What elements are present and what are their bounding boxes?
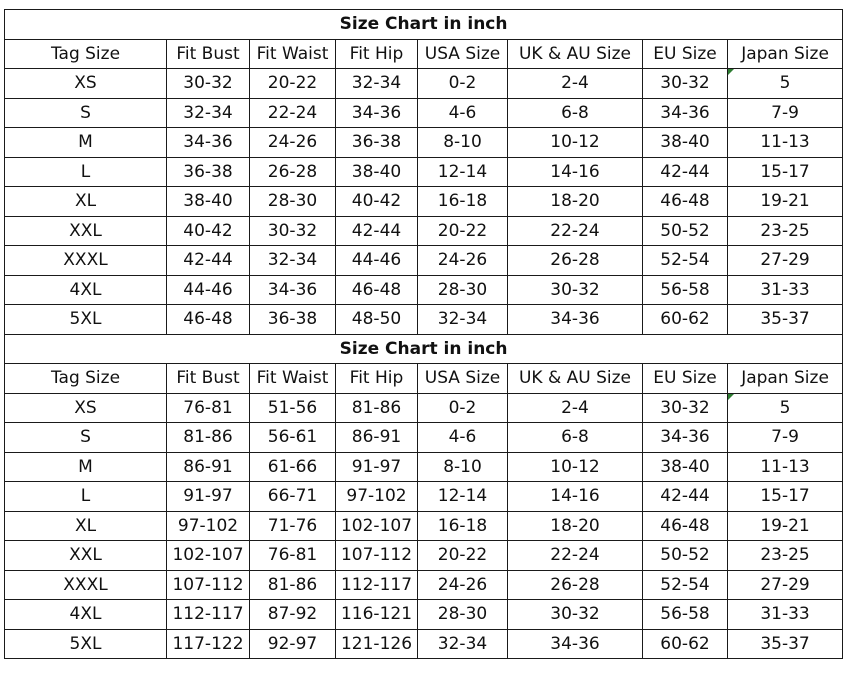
table-2-cell-japan-size: 31-33: [728, 600, 843, 630]
table-1-header-usa-size: USA Size: [418, 39, 508, 69]
table-2-cell-fit-waist: 81-86: [250, 570, 336, 600]
table-2-cell-fit-waist: 87-92: [250, 600, 336, 630]
table-2-header-fit-hip: Fit Hip: [336, 364, 418, 394]
table-1-cell-fit-hip: 34-36: [336, 98, 418, 128]
table-1-cell-japan-size: 5: [728, 69, 843, 99]
table-2-cell-eu-size: 56-58: [643, 600, 728, 630]
table-2-cell-fit-hip: 97-102: [336, 482, 418, 512]
table-2-cell-japan-size: 11-13: [728, 452, 843, 482]
table-1-cell-japan-size: 15-17: [728, 157, 843, 187]
table-1-cell-usa-size: 20-22: [418, 216, 508, 246]
table-1-cell-eu-size: 52-54: [643, 246, 728, 276]
table-1-cell-usa-size: 28-30: [418, 275, 508, 305]
table-2-header-eu-size: EU Size: [643, 364, 728, 394]
table-1-cell-fit-waist: 26-28: [250, 157, 336, 187]
table-1-cell-tag-size: XS: [5, 69, 167, 99]
table-1-cell-fit-bust: 42-44: [167, 246, 250, 276]
table-2-cell-eu-size: 50-52: [643, 541, 728, 571]
table-2-cell-fit-hip: 121-126: [336, 629, 418, 659]
size-chart-table: [4, 9, 843, 659]
table-2-title: Size Chart in inch: [5, 334, 843, 364]
table-2-cell-eu-size: 34-36: [643, 423, 728, 453]
table-1-title: Size Chart in inch: [5, 10, 843, 40]
table-1-cell-tag-size: XL: [5, 187, 167, 217]
table-1-cell-fit-waist: 28-30: [250, 187, 336, 217]
table-2-cell-uk-au-size: 10-12: [508, 452, 643, 482]
table-1-cell-fit-waist: 22-24: [250, 98, 336, 128]
table-2-cell-uk-au-size: 22-24: [508, 541, 643, 571]
table-2-cell-usa-size: 0-2: [418, 393, 508, 423]
table-1-cell-usa-size: 4-6: [418, 98, 508, 128]
table-1-cell-fit-bust: 36-38: [167, 157, 250, 187]
table-2-header-usa-size: USA Size: [418, 364, 508, 394]
table-1-cell-fit-hip: 38-40: [336, 157, 418, 187]
table-2-cell-fit-bust: 112-117: [167, 600, 250, 630]
table-1-cell-japan-size: 31-33: [728, 275, 843, 305]
table-2-cell-fit-waist: 92-97: [250, 629, 336, 659]
table-2-title-row: [5, 334, 843, 364]
size-chart-sheet: [4, 9, 842, 659]
table-1-cell-fit-hip: 44-46: [336, 246, 418, 276]
table-1-cell-tag-size: M: [5, 128, 167, 158]
table-1-cell-eu-size: 38-40: [643, 128, 728, 158]
table-2-cell-usa-size: 20-22: [418, 541, 508, 571]
table-1-header-fit-waist: Fit Waist: [250, 39, 336, 69]
table-2-cell-tag-size: L: [5, 482, 167, 512]
table-2-cell-tag-size: S: [5, 423, 167, 453]
table-2-cell-usa-size: 16-18: [418, 511, 508, 541]
table-2-header-fit-waist: Fit Waist: [250, 364, 336, 394]
table-row: [5, 275, 843, 305]
table-1-header-fit-hip: Fit Hip: [336, 39, 418, 69]
table-2-cell-fit-waist: 61-66: [250, 452, 336, 482]
table-row: [5, 600, 843, 630]
table-row: [5, 393, 843, 423]
table-1-cell-uk-au-size: 2-4: [508, 69, 643, 99]
table-2-cell-fit-hip: 112-117: [336, 570, 418, 600]
table-row: [5, 98, 843, 128]
table-2-cell-uk-au-size: 2-4: [508, 393, 643, 423]
table-2-cell-usa-size: 12-14: [418, 482, 508, 512]
table-2-cell-usa-size: 32-34: [418, 629, 508, 659]
table-2-cell-japan-size: 15-17: [728, 482, 843, 512]
table-2-cell-fit-hip: 81-86: [336, 393, 418, 423]
table-1-cell-fit-hip: 36-38: [336, 128, 418, 158]
table-2-header-japan-size: Japan Size: [728, 364, 843, 394]
table-2-cell-japan-size: 35-37: [728, 629, 843, 659]
table-1-cell-eu-size: 30-32: [643, 69, 728, 99]
table-1-header-row: [5, 39, 843, 69]
table-1-cell-japan-size: 23-25: [728, 216, 843, 246]
table-1-cell-eu-size: 46-48: [643, 187, 728, 217]
table-1-cell-usa-size: 0-2: [418, 69, 508, 99]
table-1-header-fit-bust: Fit Bust: [167, 39, 250, 69]
table-2-cell-fit-hip: 107-112: [336, 541, 418, 571]
table-1-cell-fit-hip: 46-48: [336, 275, 418, 305]
table-1-cell-usa-size: 32-34: [418, 305, 508, 335]
table-1-cell-fit-hip: 32-34: [336, 69, 418, 99]
table-2-cell-fit-waist: 51-56: [250, 393, 336, 423]
table-row: [5, 246, 843, 276]
table-2-cell-fit-hip: 91-97: [336, 452, 418, 482]
table-2-cell-fit-bust: 91-97: [167, 482, 250, 512]
table-row: [5, 452, 843, 482]
table-2-cell-eu-size: 60-62: [643, 629, 728, 659]
table-row: [5, 423, 843, 453]
table-2-cell-tag-size: 5XL: [5, 629, 167, 659]
table-2-cell-uk-au-size: 30-32: [508, 600, 643, 630]
table-2-cell-fit-waist: 76-81: [250, 541, 336, 571]
table-1-cell-eu-size: 56-58: [643, 275, 728, 305]
table-2-cell-fit-bust: 107-112: [167, 570, 250, 600]
table-row: [5, 157, 843, 187]
table-1-cell-fit-waist: 36-38: [250, 305, 336, 335]
table-2-cell-usa-size: 8-10: [418, 452, 508, 482]
table-2-cell-fit-hip: 102-107: [336, 511, 418, 541]
table-1-cell-usa-size: 8-10: [418, 128, 508, 158]
table-2-cell-fit-bust: 86-91: [167, 452, 250, 482]
table-1-cell-japan-size: 35-37: [728, 305, 843, 335]
table-1-cell-fit-hip: 48-50: [336, 305, 418, 335]
table-1-cell-uk-au-size: 34-36: [508, 305, 643, 335]
table-2-cell-tag-size: M: [5, 452, 167, 482]
table-row: [5, 511, 843, 541]
table-1-cell-uk-au-size: 22-24: [508, 216, 643, 246]
table-row: [5, 482, 843, 512]
table-2-header-uk-au-size: UK & AU Size: [508, 364, 643, 394]
table-1-cell-fit-waist: 30-32: [250, 216, 336, 246]
table-2-header-tag-size: Tag Size: [5, 364, 167, 394]
table-1-header-japan-size: Japan Size: [728, 39, 843, 69]
table-1-cell-fit-bust: 40-42: [167, 216, 250, 246]
table-2-cell-uk-au-size: 26-28: [508, 570, 643, 600]
table-2-cell-fit-waist: 71-76: [250, 511, 336, 541]
table-2-cell-uk-au-size: 14-16: [508, 482, 643, 512]
table-2-cell-fit-waist: 56-61: [250, 423, 336, 453]
table-1-header-eu-size: EU Size: [643, 39, 728, 69]
table-2-cell-japan-size: 5: [728, 393, 843, 423]
table-row: [5, 570, 843, 600]
table-2-cell-eu-size: 52-54: [643, 570, 728, 600]
table-row: [5, 629, 843, 659]
table-1-title-row: [5, 10, 843, 40]
table-2-cell-fit-bust: 81-86: [167, 423, 250, 453]
table-2-cell-fit-bust: 76-81: [167, 393, 250, 423]
table-1-cell-uk-au-size: 10-12: [508, 128, 643, 158]
table-row: [5, 187, 843, 217]
table-2-cell-usa-size: 24-26: [418, 570, 508, 600]
table-row: [5, 305, 843, 335]
table-row: [5, 541, 843, 571]
size-chart-body: [5, 10, 843, 659]
table-1-cell-fit-bust: 46-48: [167, 305, 250, 335]
table-1-cell-usa-size: 16-18: [418, 187, 508, 217]
table-1-cell-tag-size: XXXL: [5, 246, 167, 276]
table-1-cell-fit-hip: 42-44: [336, 216, 418, 246]
table-2-header-fit-bust: Fit Bust: [167, 364, 250, 394]
table-2-cell-japan-size: 23-25: [728, 541, 843, 571]
table-1-cell-usa-size: 12-14: [418, 157, 508, 187]
table-1-cell-japan-size: 11-13: [728, 128, 843, 158]
table-2-cell-usa-size: 4-6: [418, 423, 508, 453]
table-1-cell-fit-bust: 44-46: [167, 275, 250, 305]
table-1-cell-fit-waist: 34-36: [250, 275, 336, 305]
table-1-cell-uk-au-size: 14-16: [508, 157, 643, 187]
table-2-cell-tag-size: XS: [5, 393, 167, 423]
table-1-cell-usa-size: 24-26: [418, 246, 508, 276]
table-2-cell-uk-au-size: 6-8: [508, 423, 643, 453]
table-1-cell-fit-waist: 32-34: [250, 246, 336, 276]
table-1-cell-eu-size: 42-44: [643, 157, 728, 187]
table-2-cell-uk-au-size: 34-36: [508, 629, 643, 659]
table-2-cell-eu-size: 42-44: [643, 482, 728, 512]
table-2-cell-japan-size: 7-9: [728, 423, 843, 453]
table-2-cell-eu-size: 38-40: [643, 452, 728, 482]
table-1-cell-tag-size: L: [5, 157, 167, 187]
table-1-cell-japan-size: 7-9: [728, 98, 843, 128]
table-2-cell-japan-size: 19-21: [728, 511, 843, 541]
table-1-cell-uk-au-size: 26-28: [508, 246, 643, 276]
table-2-cell-tag-size: XXXL: [5, 570, 167, 600]
table-1-cell-uk-au-size: 6-8: [508, 98, 643, 128]
table-2-cell-eu-size: 30-32: [643, 393, 728, 423]
table-2-cell-fit-waist: 66-71: [250, 482, 336, 512]
table-1-cell-uk-au-size: 18-20: [508, 187, 643, 217]
table-1-cell-eu-size: 50-52: [643, 216, 728, 246]
table-1-cell-uk-au-size: 30-32: [508, 275, 643, 305]
table-1-cell-japan-size: 27-29: [728, 246, 843, 276]
table-1-header-tag-size: Tag Size: [5, 39, 167, 69]
table-1-cell-eu-size: 34-36: [643, 98, 728, 128]
table-row: [5, 128, 843, 158]
table-1-cell-fit-waist: 20-22: [250, 69, 336, 99]
table-2-cell-fit-hip: 116-121: [336, 600, 418, 630]
table-2-cell-fit-bust: 97-102: [167, 511, 250, 541]
table-row: [5, 69, 843, 99]
table-1-header-uk-au-size: UK & AU Size: [508, 39, 643, 69]
table-2-cell-tag-size: XXL: [5, 541, 167, 571]
table-2-cell-tag-size: XL: [5, 511, 167, 541]
table-1-cell-fit-waist: 24-26: [250, 128, 336, 158]
table-2-cell-tag-size: 4XL: [5, 600, 167, 630]
table-1-cell-tag-size: 4XL: [5, 275, 167, 305]
table-1-cell-fit-bust: 30-32: [167, 69, 250, 99]
table-2-cell-japan-size: 27-29: [728, 570, 843, 600]
table-2-cell-fit-bust: 102-107: [167, 541, 250, 571]
table-2-header-row: [5, 364, 843, 394]
table-row: [5, 216, 843, 246]
table-1-cell-japan-size: 19-21: [728, 187, 843, 217]
table-2-cell-eu-size: 46-48: [643, 511, 728, 541]
table-2-cell-fit-hip: 86-91: [336, 423, 418, 453]
table-1-cell-fit-hip: 40-42: [336, 187, 418, 217]
table-1-cell-fit-bust: 34-36: [167, 128, 250, 158]
table-2-cell-fit-bust: 117-122: [167, 629, 250, 659]
table-2-cell-uk-au-size: 18-20: [508, 511, 643, 541]
table-1-cell-fit-bust: 38-40: [167, 187, 250, 217]
table-1-cell-tag-size: S: [5, 98, 167, 128]
table-1-cell-tag-size: XXL: [5, 216, 167, 246]
table-1-cell-tag-size: 5XL: [5, 305, 167, 335]
table-1-cell-fit-bust: 32-34: [167, 98, 250, 128]
table-2-cell-usa-size: 28-30: [418, 600, 508, 630]
table-1-cell-eu-size: 60-62: [643, 305, 728, 335]
